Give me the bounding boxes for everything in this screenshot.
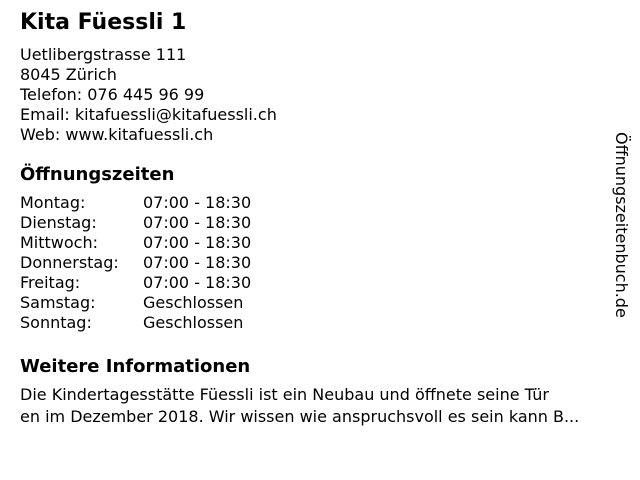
more-info-heading: Weitere Informationen: [20, 356, 251, 377]
opening-hours-list: [20, 193, 610, 333]
time-value: 07:00 - 18:30: [143, 213, 252, 232]
day-label: Montag:: [20, 193, 86, 212]
info-paragraph-line: en im Dezember 2018. Wir wissen wie anspruchsvoll es sein kann B...: [20, 407, 580, 426]
contact-block: [20, 45, 610, 145]
hours-row: [20, 253, 610, 273]
contact-web-line: Web: www.kitafuessli.ch: [20, 125, 214, 144]
time-value: 07:00 - 18:30: [143, 233, 252, 252]
contact-phone-line: Telefon: 076 445 96 99: [20, 85, 205, 104]
watermark-vertical-text: Öffnungszeitenbuch.de: [612, 132, 631, 318]
contact-city-line: 8045 Zürich: [20, 65, 117, 84]
opening-hours-heading: Öffnungszeiten: [20, 164, 175, 185]
time-value: 07:00 - 18:30: [143, 193, 252, 212]
hours-row: [20, 213, 610, 233]
contact-address-line: Uetlibergstrasse 111: [20, 45, 187, 64]
time-value: 07:00 - 18:30: [143, 273, 252, 292]
time-value: 07:00 - 18:30: [143, 253, 252, 272]
day-label: Mittwoch:: [20, 233, 98, 252]
hours-row: [20, 193, 610, 213]
day-label: Freitag:: [20, 273, 81, 292]
contact-email-line: Email: kitafuessli@kitafuessli.ch: [20, 105, 277, 124]
time-value: Geschlossen: [143, 313, 244, 332]
hours-row: [20, 273, 610, 293]
hours-row: [20, 293, 610, 313]
page-title: Kita Füessli 1: [20, 10, 187, 35]
info-paragraph: [20, 384, 610, 428]
day-label: Donnerstag:: [20, 253, 119, 272]
day-label: Dienstag:: [20, 213, 97, 232]
day-label: Samstag:: [20, 293, 96, 312]
hours-row: [20, 233, 610, 253]
time-value: Geschlossen: [143, 293, 244, 312]
day-label: Sonntag:: [20, 313, 92, 332]
info-paragraph-line: Die Kindertagesstätte Füessli ist ein Neubau und öffnete seine Tür: [20, 385, 549, 404]
hours-row: [20, 313, 610, 333]
